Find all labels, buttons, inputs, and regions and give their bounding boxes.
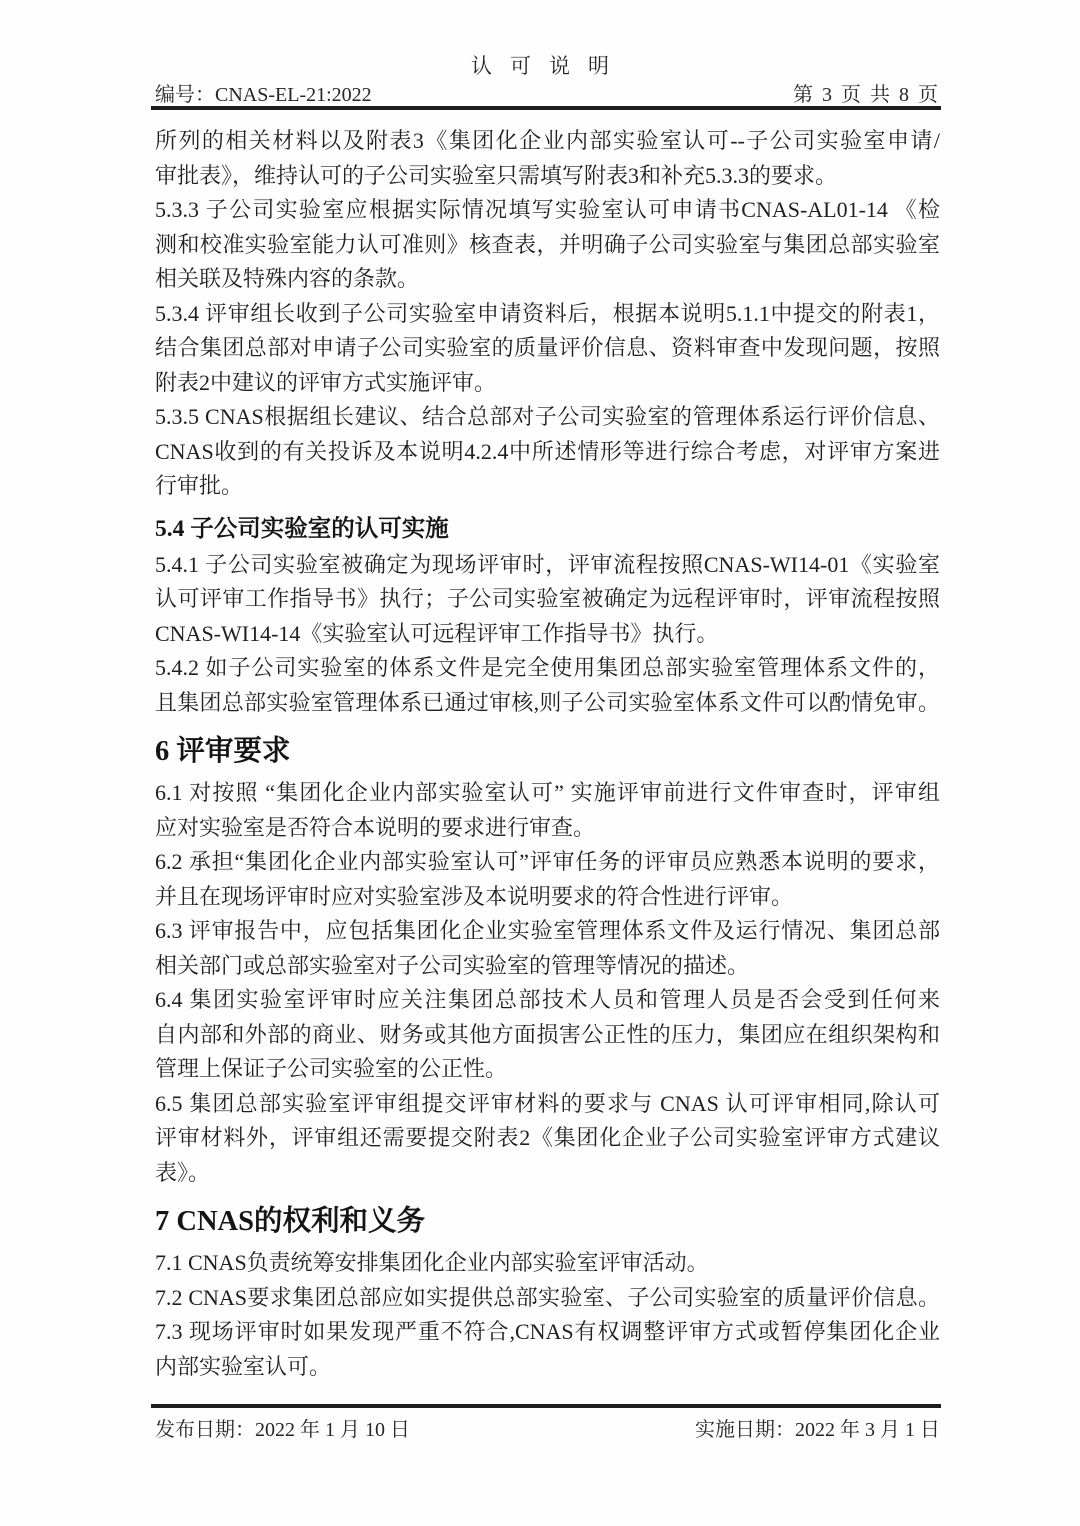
text-line: 7.3 现场评审时如果发现严重不符合,CNAS有权调整评审方式或暂停集团化企业 — [155, 1319, 940, 1344]
text-line: CNAS收到的有关投诉及本说明4.2.4中所述情形等进行综合考虑，对评审方案进 — [155, 438, 940, 464]
text-line: 结合集团总部对申请子公司实验室的质量评价信息、资料审查中发现问题，按照 — [155, 335, 940, 360]
text-line: 5.4.1 子公司实验室被确定为现场评审时，评审流程按照CNAS-WI14-01《实验室 — [155, 551, 940, 577]
text-line: 表》。 — [155, 1159, 211, 1185]
text-line: 内部实验室认可。 — [155, 1353, 332, 1379]
text-line: 应对实验室是否符合本说明的要求进行审查。 — [155, 814, 596, 840]
issue-date: 发布日期：2022 年 1 月 10 日 — [155, 1419, 410, 1441]
text-line: 6.4 集团实验室评审时应关注集团总部技术人员和管理人员是否会受到任何来 — [155, 987, 940, 1012]
section-heading: 6 评审要求 — [155, 736, 291, 767]
implementation-date: 实施日期：2022 年 3 月 1 日 — [695, 1419, 940, 1441]
text-line: 管理上保证子公司实验室的公正性。 — [155, 1056, 508, 1081]
text-line: 7.1 CNAS负责统筹安排集团化企业内部实验室评审活动。 — [155, 1250, 709, 1275]
text-line: 审批表》，维持认可的子公司实验室只需填写附表3和补充5.3.3的要求。 — [155, 162, 838, 188]
page-indicator: 第 3 页 共 8 页 — [793, 84, 940, 106]
text-line: 6.2 承担“集团化企业内部实验室认可”评审任务的评审员应熟悉本说明的要求， — [155, 849, 940, 874]
section-heading: 5.4 子公司实验室的认可实施 — [155, 515, 449, 542]
text-line: 6.3 评审报告中，应包括集团化企业实验室管理体系文件及运行情况、集团总部 — [155, 918, 940, 943]
text-line: 5.4.2 如子公司实验室的体系文件是完全使用集团总部实验室管理体系文件的， — [155, 655, 940, 680]
text-line: 行审批。 — [155, 473, 244, 498]
text-line: 测和校准实验室能力认可准则》核查表，并明确子公司实验室与集团总部实验室 — [155, 231, 940, 257]
header-meta-row — [155, 78, 940, 107]
text-line: 且集团总部实验室管理体系已通过审核,则子公司实验室体系文件可以酌情免审。 — [155, 689, 940, 715]
document-body — [155, 124, 940, 1384]
text-line: 评审材料外，评审组还需要提交附表2《集团化企业子公司实验室评审方式建议 — [155, 1125, 940, 1150]
text-line: 附表2中建议的评审方式实施评审。 — [155, 369, 497, 395]
text-line: 6.5 集团总部实验室评审组提交评审材料的要求与 CNAS 认可评审相同,除认可 — [155, 1090, 940, 1116]
text-line: 5.3.4 评审组长收到子公司实验室申请资料后，根据本说明5.1.1中提交的附表1， — [155, 300, 940, 326]
footer-rule — [151, 1404, 941, 1408]
text-line: 所列的相关材料以及附表3《集团化企业内部实验室认可--子公司实验室申请/ — [155, 128, 940, 153]
text-line: 并且在现场评审时应对实验室涉及本说明要求的符合性进行评审。 — [155, 883, 794, 909]
text-line: 5.3.3 子公司实验室应根据实际情况填写实验室认可申请书CNAS-AL01-14 《检 — [155, 197, 940, 222]
text-line: 自内部和外部的商业、财务或其他方面损害公正性的压力，集团应在组织架构和 — [155, 1021, 940, 1047]
text-line: 相关联及特殊内容的条款。 — [155, 266, 420, 291]
page-title: 认可说明 — [471, 54, 627, 78]
text-line: 7.2 CNAS要求集团总部应如实提供总部实验室、子公司实验室的质量评价信息。 — [155, 1284, 940, 1310]
text-line: 5.3.5 CNAS根据组长建议、结合总部对子公司实验室的管理体系运行评价信息、 — [155, 404, 940, 429]
text-line: 认可评审工作指导书》执行；子公司实验室被确定为远程评审时，评审流程按照 — [155, 586, 940, 611]
footer-meta-row — [155, 1413, 940, 1442]
text-line: 6.1 对按照 “集团化企业内部实验室认可” 实施评审前进行文件审查时，评审组 — [155, 780, 940, 805]
text-line: 相关部门或总部实验室对子公司实验室的管理等情况的描述。 — [155, 952, 750, 978]
doc-number: 编号：CNAS-EL-21:2022 — [155, 84, 372, 106]
header-rule — [151, 106, 941, 110]
section-heading: 7 CNAS的权利和义务 — [155, 1206, 425, 1237]
text-line: CNAS-WI14-14《实验室认可远程评审工作指导书》执行。 — [155, 620, 719, 646]
